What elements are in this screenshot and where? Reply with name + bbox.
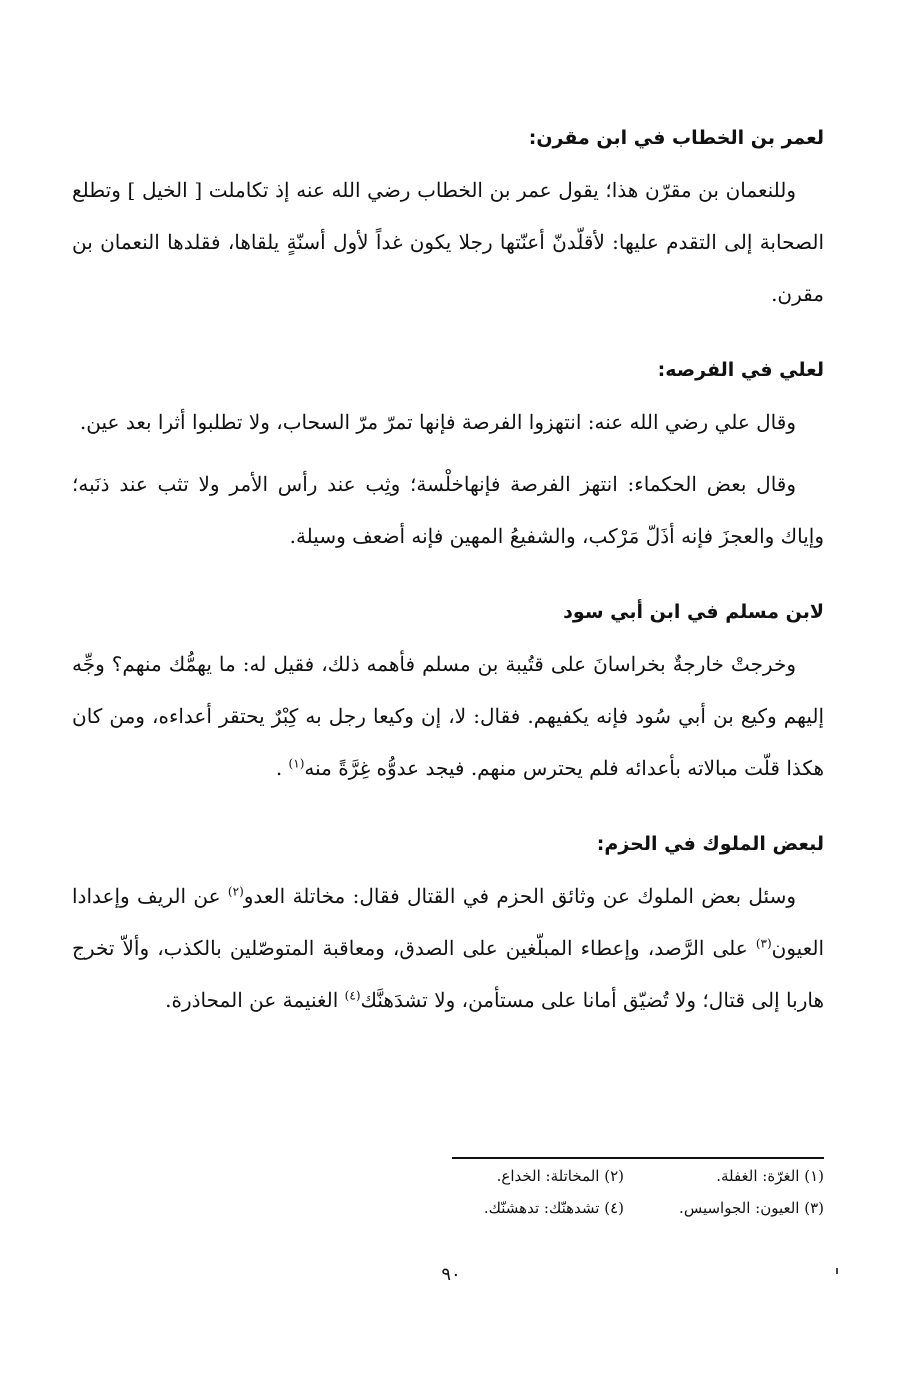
section-ibn-muslim (72, 592, 824, 794)
paragraph (72, 870, 824, 1026)
paragraph (72, 638, 824, 794)
footnote: (٣) العيون: الجواسيس. (679, 1199, 824, 1217)
footnote-marker: (٤) (344, 988, 361, 1003)
footnote: (٢) المخاتلة: الخداع. (496, 1167, 624, 1185)
footnote-marker: (٣) (755, 936, 772, 951)
paragraph-text: الغنيمة عن المحاذرة. (165, 988, 345, 1012)
paragraph-text: وخرجتْ خارجةٌ بخراسانَ على قتُيبة بن مسلم فأهمه ذلك، فقيل له: ما يهمُّك منهم؟ وجِّه إليهم وكيع بن أبي سُود فإنه يكفيهم. فقال: لا، إن وكيعا رجل به كِبْرٌ يحتقر أعداءه، ومن كان هكذا قلّت مبالاته بأعدائه فلم يحترس منهم. فيجد عدوُّه غِرَّةً منه (72, 652, 824, 780)
footnote-marker: (٢) (227, 884, 244, 899)
paragraph-text: . (275, 756, 289, 780)
section-kings (72, 824, 824, 1026)
section-umar (72, 118, 824, 320)
paragraph-text: على الرَّصد، وإعطاء المبلّغين على الصدق، ومعاقبة المتوصّلين بالكذب، وألاّ تخرج هاربا إلى قتال؛ ولا تُضيّق أمانا على مستأمن، ولا تشدَهنَّك (72, 936, 824, 1012)
scan-speck (836, 1268, 838, 1274)
footnotes (80, 1157, 824, 1223)
paragraph-text: عن الريف وإعدادا العيون (72, 884, 824, 960)
section-heading: لعمر بن الخطاب في ابن مقرن: (528, 127, 824, 149)
paragraph (72, 458, 824, 562)
footnote-row (80, 1193, 824, 1223)
paragraph-text: وقال علي رضي الله عنه: انتهزوا الفرصة فإنها تمرّ مرّ السحاب، ولا تطلبوا أثرا بعد عين. (79, 410, 796, 434)
footnote-marker: (١) (288, 756, 305, 771)
section-heading: لعلي في الفرصه: (657, 359, 824, 381)
page-body (72, 118, 824, 1026)
footnote-row (80, 1161, 824, 1191)
section-heading: لبعض الملوك في الحزم: (596, 833, 824, 855)
paragraph-text: وللنعمان بن مقرّن هذا؛ يقول عمر بن الخطاب رضي الله عنه إذ تكاملت [ الخيل ] وتطلع الصحابة إلى التقدم عليها: لأقلّدنّ أعنّتها رجلا يكون غداً لأول أسنّةٍ يلقاها، فقلدها النعمان بن مقرن. (72, 178, 824, 306)
paragraph (72, 164, 824, 320)
section-heading: لابن مسلم في ابن أبي سود (563, 601, 824, 623)
paragraph-text: وقال بعض الحكماء: انتهز الفرصة فإنهاخلْسة؛ وثِب عند رأس الأمر ولا تثب عند ذنَبه؛ وإياك والعجزَ فإنه أذَلّ مَرْكب، والشفيعُ المهين فإنه أضعف وسيلة. (72, 472, 824, 548)
section-ali (72, 350, 824, 562)
paragraph-text: وسئل بعض الملوك عن وثائق الحزم في القتال فقال: مخاتلة العدو (243, 884, 796, 908)
paragraph (72, 396, 824, 448)
footnote: (٤) تشدهنّك: تدهشنّك. (483, 1199, 624, 1217)
page-number: ٩٠ (441, 1264, 461, 1285)
footnote-divider (452, 1157, 824, 1159)
footnote: (١) الغرّة: الغفلة. (716, 1167, 824, 1185)
